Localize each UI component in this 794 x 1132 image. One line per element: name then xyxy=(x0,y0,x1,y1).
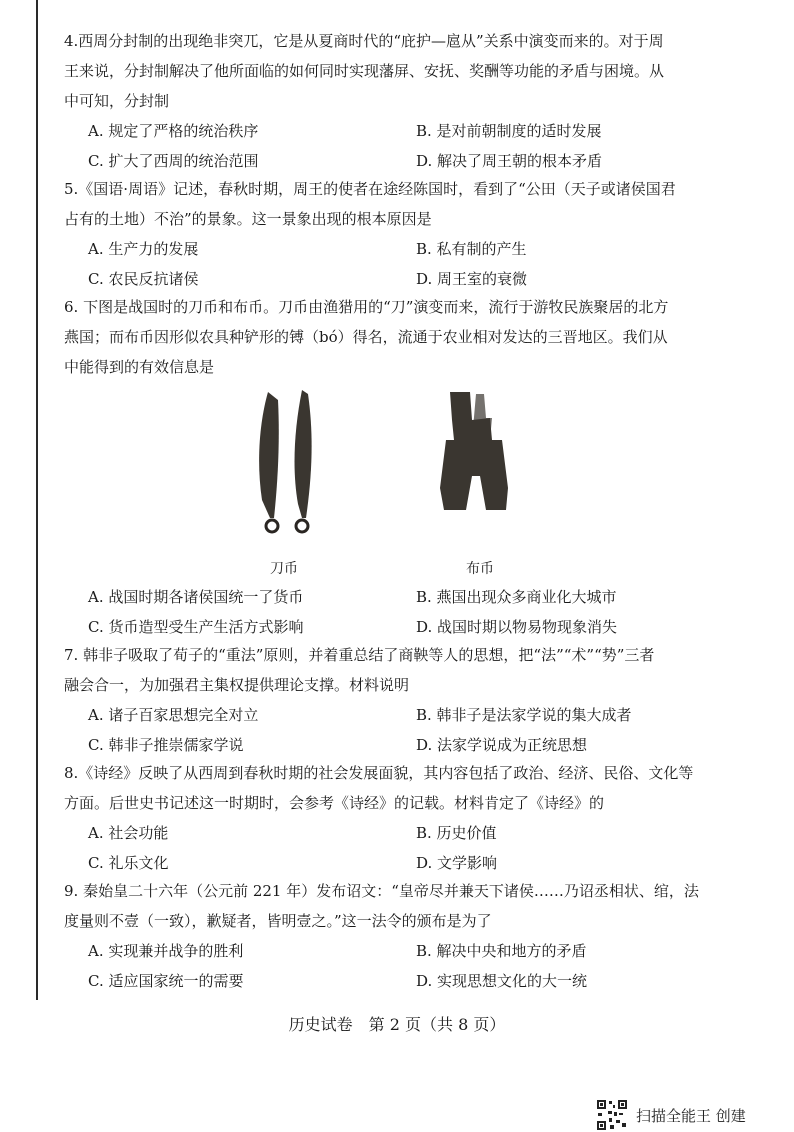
option-d: D. 周王室的衰微 xyxy=(416,270,528,288)
question-6-options xyxy=(64,582,724,642)
options xyxy=(64,582,724,642)
options xyxy=(64,234,724,294)
options xyxy=(64,700,724,760)
option-c: C. 礼乐文化 xyxy=(88,854,169,872)
option-d: D. 实现思想文化的大一统 xyxy=(416,972,588,990)
question-line: 燕国；而布币因形似农具种铲形的镈（bó）得名，流通于农业相对发达的三晋地区。我们从 xyxy=(64,328,668,346)
question-line: 占有的土地）不治”的景象。这一景象出现的根本原因是 xyxy=(64,210,432,228)
option-b: B. 历史价值 xyxy=(416,824,497,842)
option-b: B. 韩非子是法家学说的集大成者 xyxy=(416,706,632,724)
scanner-watermark xyxy=(596,1098,746,1132)
page-footer: 历史试卷 第 2 页（共 8 页） xyxy=(288,1015,506,1034)
question-line: 5.《国语·周语》记述，春秋时期，周王的使者在途经陈国时，看到了“公田（天子或诸侯国君 xyxy=(64,180,676,198)
binding-margin-line xyxy=(36,0,38,1000)
coin-figures xyxy=(240,380,560,580)
question-line: 8.《诗经》反映了从西周到春秋时期的社会发展面貌，其内容包括了政治、经济、民俗、文化等 xyxy=(64,764,694,782)
question-5 xyxy=(64,174,724,294)
knife-coin-image xyxy=(240,380,560,550)
option-c: C. 扩大了西周的统治范围 xyxy=(88,152,259,170)
question-line: 方面。后世史书记述这一时期时，会参考《诗经》的记载。材料肯定了《诗经》的 xyxy=(64,794,605,812)
option-b: B. 解决中央和地方的矛盾 xyxy=(416,942,587,960)
options xyxy=(64,936,724,996)
option-a: A. 生产力的发展 xyxy=(88,240,199,258)
question-line: 中能得到的有效信息是 xyxy=(64,358,215,376)
option-d: D. 解决了周王朝的根本矛盾 xyxy=(416,152,603,170)
question-4 xyxy=(64,26,724,176)
question-line: 6. 下图是战国时的刀币和布币。刀币由渔猎用的“刀”演变而来，流行于游牧民族聚居的北方 xyxy=(64,298,669,316)
question-line: 中可知，分封制 xyxy=(64,92,170,110)
options xyxy=(64,116,724,176)
watermark-text: 扫描全能王 创建 xyxy=(636,1106,746,1125)
option-c: C. 农民反抗诸侯 xyxy=(88,270,199,288)
option-a: A. 实现兼并战争的胜利 xyxy=(88,942,244,960)
question-line: 9. 秦始皇二十六年（公元前 221 年）发布诏文：“皇帝尽并兼天下诸侯……乃诏丞相状、绾，法 xyxy=(64,882,699,900)
option-c: C. 适应国家统一的需要 xyxy=(88,972,244,990)
option-b: B. 私有制的产生 xyxy=(416,240,527,258)
option-d: D. 法家学说成为正统思想 xyxy=(416,736,588,754)
option-a: A. 诸子百家思想完全对立 xyxy=(88,706,259,724)
question-9 xyxy=(64,876,724,996)
question-7 xyxy=(64,640,724,760)
option-c: C. 韩非子推崇儒家学说 xyxy=(88,736,244,754)
question-line: 7. 韩非子吸取了荀子的“重法”原则，并着重总结了商鞅等人的思想，把“法”“术”“势”三者 xyxy=(64,646,655,664)
option-b: B. 燕国出现众多商业化大城市 xyxy=(416,588,617,606)
question-line: 4.西周分封制的出现绝非突兀，它是从夏商时代的“庇护—扈从”关系中演变而来的。对于周 xyxy=(64,32,664,50)
option-d: D. 战国时期以物易物现象消失 xyxy=(416,618,618,636)
option-d: D. 文学影响 xyxy=(416,854,498,872)
knife-coin-caption: 刀币 xyxy=(270,561,298,577)
option-c: C. 货币造型受生产生活方式影响 xyxy=(88,618,304,636)
question-6 xyxy=(64,292,724,382)
option-a: A. 社会功能 xyxy=(88,824,169,842)
spade-coin-caption: 布币 xyxy=(466,561,494,577)
question-line: 度量则不壹（一致），歉疑者，皆明壹之。”这一法令的颁布是为了 xyxy=(64,912,492,930)
option-a: A. 战国时期各诸侯国统一了货币 xyxy=(88,588,304,606)
question-8 xyxy=(64,758,724,878)
question-line: 王来说，分封制解决了他所面临的如何同时实现藩屏、安抚、奖酬等功能的矛盾与困境。从 xyxy=(64,62,665,80)
options xyxy=(64,818,724,878)
option-b: B. 是对前朝制度的适时发展 xyxy=(416,122,602,140)
option-a: A. 规定了严格的统治秩序 xyxy=(88,122,259,140)
question-line: 融会合一，为加强君主集权提供理论支撑。材料说明 xyxy=(64,676,410,694)
qr-code-icon xyxy=(596,1099,628,1131)
